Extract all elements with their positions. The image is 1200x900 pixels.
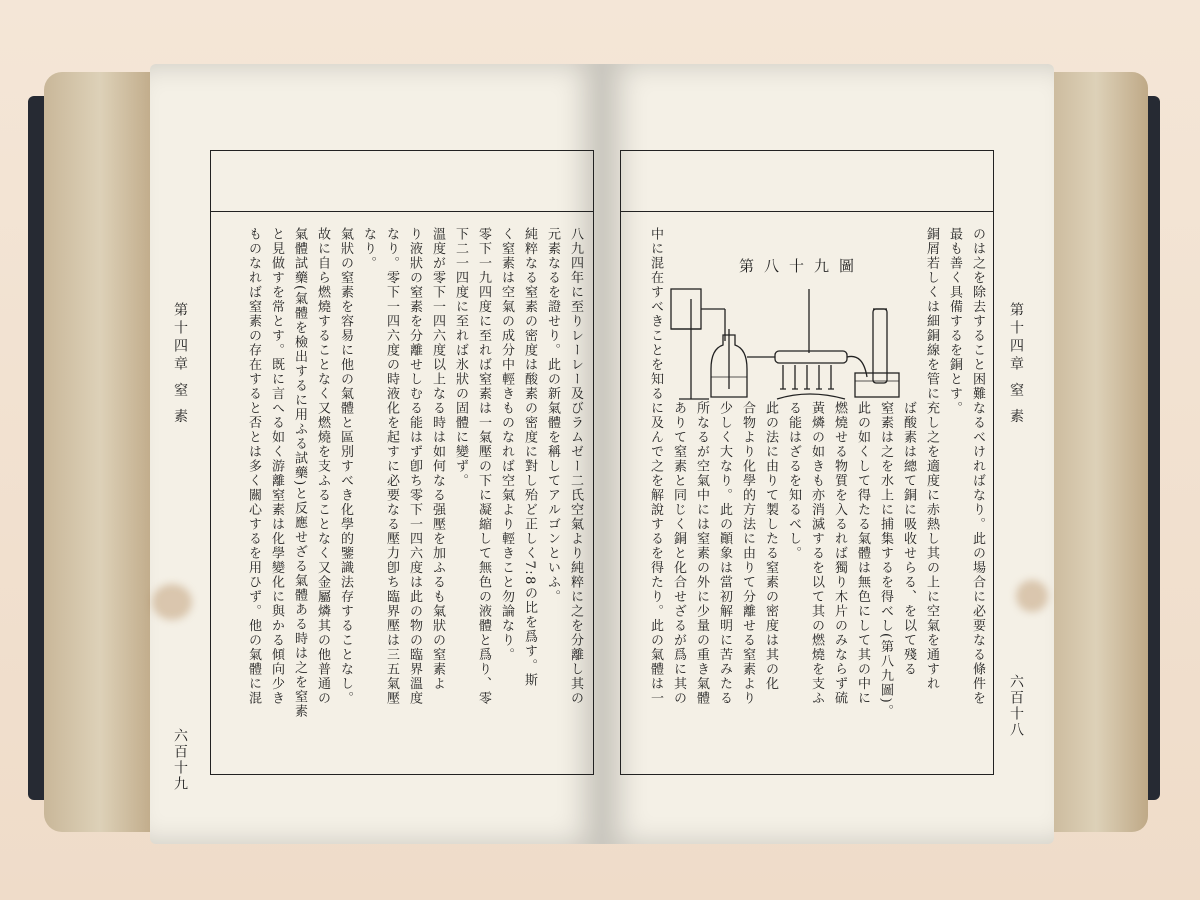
right-column-6: 此の如くして得たる氣體は無色にして其の中に <box>855 401 870 706</box>
left-chapter-header: 第十四章 窒 素 <box>172 302 188 427</box>
right-column-13: 所なるが空氣中には窒素の外に少量の重き氣體 <box>694 401 709 706</box>
left-page <box>150 64 602 844</box>
right-column-4: ば酸素は總て銅に吸收せらる、を以て殘る <box>901 401 916 677</box>
right-column-1: のは之を除去すること困難なるべければなり。此の場合に必要なる條件を <box>970 227 985 706</box>
page-stain <box>152 584 192 620</box>
left-column-10: なり。 <box>361 227 376 271</box>
right-column-5: 窒素は之を水上に捕集するを得べし(第八九圖)。 <box>878 401 893 719</box>
page-stain-right <box>1016 580 1048 612</box>
figure-89 <box>649 249 901 419</box>
right-page-number: 六百十八 <box>1008 674 1024 738</box>
left-column-14: と見做すを常とす。既に言へる如く游離窒素は化學變化に與かる傾向少き <box>269 227 284 706</box>
right-column-8: 黃燐の如きも亦消滅するを以て其の燃燒を支ふ <box>809 401 824 706</box>
right-text-frame <box>620 150 994 775</box>
right-column-2: 最も善く具備するを銅とす。 <box>947 227 962 416</box>
right-column-14: ありて窒素と同じく銅と化合せざるが爲に其の <box>671 401 686 706</box>
right-column-9: る能はざるを知るべし。 <box>786 401 801 561</box>
left-column-8: り液狀の窒素を分離せしむる能はず卽ち零下一四六度は此の物の臨界溫度 <box>407 227 422 706</box>
right-header-rule <box>621 211 993 212</box>
right-column-12: 少しく大なり。此の顚象は當初解明に苦みたる <box>717 401 732 706</box>
left-column-11: 氣狀の窒素を容易に他の氣體と區別すべき化學的鑒識法存することなし。 <box>338 227 353 706</box>
left-header-rule <box>211 211 593 212</box>
figure-caption: 第八十九圖 <box>739 257 865 275</box>
left-page-number: 六百十九 <box>172 728 188 792</box>
left-column-9: なり。零下一四六度の時液化を起すに必要なる壓力卽ち臨界壓は三五氣壓 <box>384 227 399 706</box>
right-chapter-header: 第十四章 窒 素 <box>1008 302 1024 427</box>
page-block-right-edge <box>1044 72 1148 832</box>
right-page <box>602 64 1054 844</box>
right-column-11: 合物より化學的方法に由りて分離せる窒素より <box>740 401 755 706</box>
right-column-3: 銅屑若しくは細銅線を管に充し之を適度に赤熱し其の上に空氣を通すれ <box>924 227 939 691</box>
left-column-6: 下二一四度に至れば氷狀の固體に變ず。 <box>453 227 468 488</box>
left-column-7: 溫度が零下一四六度以上なる時は如何なる强壓を加ふるも氣狀の窒素よ <box>430 227 445 691</box>
left-column-15: ものなれば窒素の存在すると否とは多く關心するを用ひず。他の氣體に混 <box>246 227 261 706</box>
left-column-3: 純粹なる窒素の密度は酸素の密度に對し殆ど正しく7:8の比を爲す。斯 <box>522 227 537 688</box>
left-column-2: 元素なるを證せり。此の新氣體を稱してアルゴンといふ。 <box>545 227 560 604</box>
left-column-12: 故に自ら燃燒することなく又燃燒を支ふることなく又金屬燐其の他普通の <box>315 227 330 706</box>
right-column-10: 此の法に由りて製したる窒素の密度は其の化 <box>763 401 778 691</box>
right-column-7: 燃燒せる物質を入るれば獨り木片のみならず硫 <box>832 401 847 706</box>
left-column-1: 八九四年に至りレーレー及びラムゼー二氏空氣より純粹に之を分離し其の <box>568 227 583 706</box>
left-text-frame <box>210 150 594 775</box>
left-column-13: 氣體試藥(氣體を檢出するに用ふる試藥)と反應せざる氣體ある時は之を窒素 <box>292 227 307 719</box>
page-block-left-edge <box>44 72 156 832</box>
left-column-4: く窒素は空氣の成分中輕きものなれば空氣より輕きこと勿論なり。 <box>499 227 514 662</box>
right-column-15: 中に混在すべきことを知るに及んで之を解說するを得たり。此の氣體は一 <box>648 227 663 706</box>
left-column-5: 零下一九四度に至れば窒素は一氣壓の下に凝縮して無色の液體と爲り、零 <box>476 227 491 706</box>
